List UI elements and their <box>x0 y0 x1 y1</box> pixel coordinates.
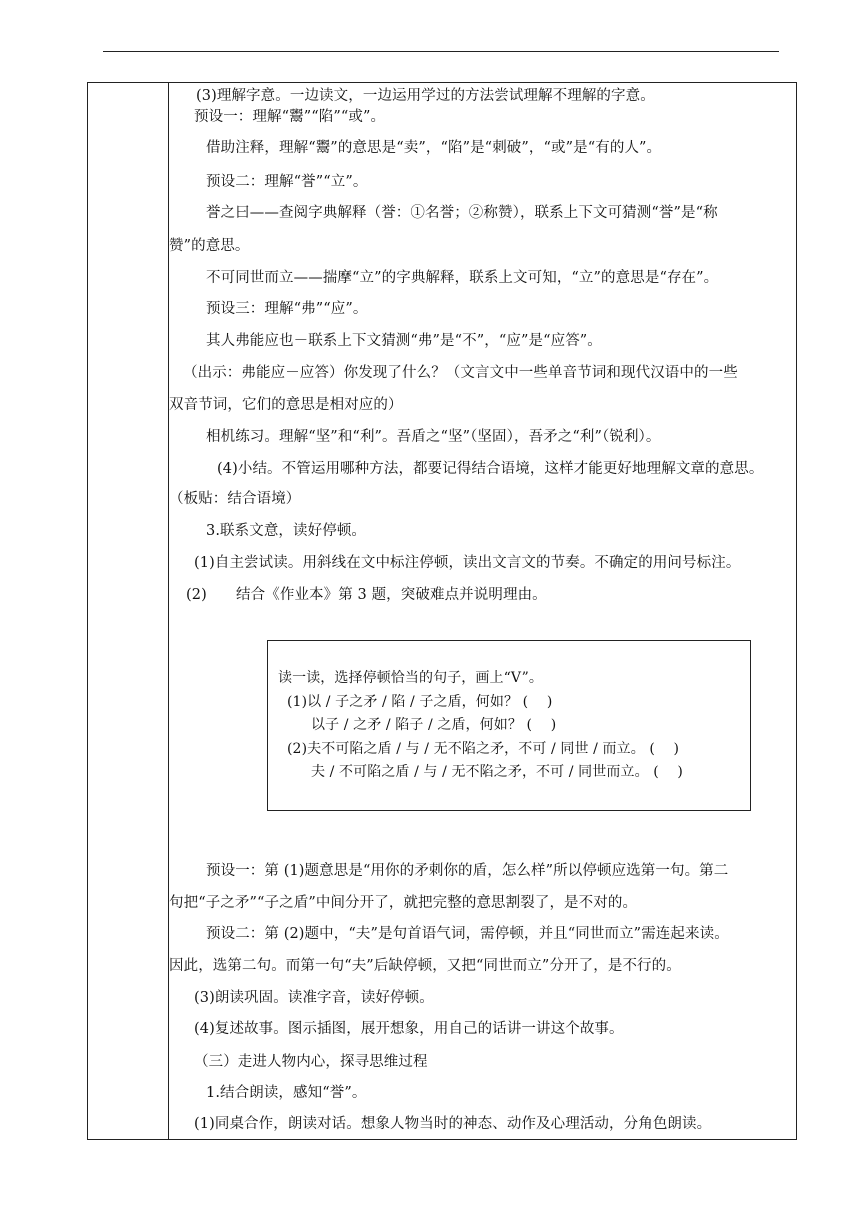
text-line: 因此，选第二句。而第一句“夫”后缺停顿，又把“同世而立”分开了，是不行的。 <box>169 958 681 974</box>
text-line: (3)理解字意。一边读文，一边运用学过的方法尝试理解不理解的字意。 <box>196 88 655 104</box>
exercise-box <box>267 640 751 811</box>
text-line: (1)同桌合作，朗读对话。想象人物当时的神态、动作及心理活动，分角色朗读。 <box>194 1116 712 1132</box>
text-line: 预设二：理解“誉”“立”。 <box>206 174 368 190</box>
text-line: 不可同世而立——揣摩“立”的字典解释，联系上文可知，“立”的意思是“存在”。 <box>206 270 719 286</box>
text-line: 赞”的意思。 <box>169 238 250 254</box>
text-line: 借助注释，理解“鬻”的意思是“卖”，“陷”是“刺破”，“或”是“有的人”。 <box>206 140 662 156</box>
text-line: 句把“子之矛”“子之盾”中间分开了，就把完整的意思割裂了，是不对的。 <box>169 895 638 911</box>
text-line: 双音节词，它们的意思是相对应的） <box>169 397 403 413</box>
exercise-option: (2)夫不可陷之盾 / 与 / 无不陷之矛，不可 / 同世 / 而立。 ( ) <box>287 741 680 757</box>
text-line: 预设一：第 (1)题意思是“用你的矛刺你的盾，怎么样”所以停顿应选第一句。第二 <box>206 863 729 879</box>
text-line: (1)自主尝试读。用斜线在文中标注停顿，读出文言文的节奏。不确定的用问号标注。 <box>194 555 741 571</box>
exercise-option: 夫 / 不可陷之盾 / 与 / 无不陷之矛，不可 / 同世而立。 ( ) <box>311 764 683 780</box>
exercise-option: (1)以 / 子之矛 / 陷 / 子之盾，何如？ ( ) <box>287 694 553 710</box>
text-line: 预设三：理解“弗”“应”。 <box>206 301 368 317</box>
lesson-table <box>87 82 797 1140</box>
text-line: (2) 结合《作业本》第 3 题，突破难点并说明理由。 <box>186 587 547 603</box>
text-line: (4)复述故事。图示插图，展开想象，用自己的话讲一讲这个故事。 <box>194 1021 624 1037</box>
text-line: 其人弗能应也－联系上下文猜测“弗”是“不”，“应”是“应答”。 <box>206 333 602 349</box>
text-line: 预设一：理解“鬻”“陷”“或”。 <box>194 109 386 125</box>
text-line: （出示：弗能应－应答）你发现了什么？（文言文中一些单音节词和现代汉语中的一些 <box>183 365 738 381</box>
text-line: 1.结合朗读，感知“誉”。 <box>206 1085 367 1101</box>
text-line: (3)朗读巩固。读准字音，读好停顿。 <box>194 990 434 1006</box>
text-line: 预设二：第 (2)题中，“夫”是句首语气词，需停顿，并且“同世而立”需连起来读。 <box>206 926 729 942</box>
text-line: （三）走进人物内心，探寻思维过程 <box>194 1054 428 1070</box>
exercise-instruction: 读一读，选择停顿恰当的句子，画上“V”。 <box>278 670 543 686</box>
text-line: 相机练习。理解“坚”和“利”。吾盾之“坚”（坚固），吾矛之“利”（锐利）。 <box>206 429 661 445</box>
text-line: （板贴：结合语境） <box>169 491 301 507</box>
header-rule <box>103 51 779 52</box>
lesson-content-cell <box>169 83 796 1139</box>
text-line: (4)小结。不管运用哪种方法，都要记得结合语境，这样才能更好地理解文章的意思。 <box>217 461 764 477</box>
text-line: 3.联系文意，读好停顿。 <box>206 523 367 539</box>
exercise-option: 以子 / 之矛 / 陷子 / 之盾，何如？ ( ) <box>311 717 557 733</box>
text-line: 誉之曰——查阅字典解释（誉：①名誉；②称赞），联系上下文可猜测“誉”是“称 <box>206 205 718 221</box>
